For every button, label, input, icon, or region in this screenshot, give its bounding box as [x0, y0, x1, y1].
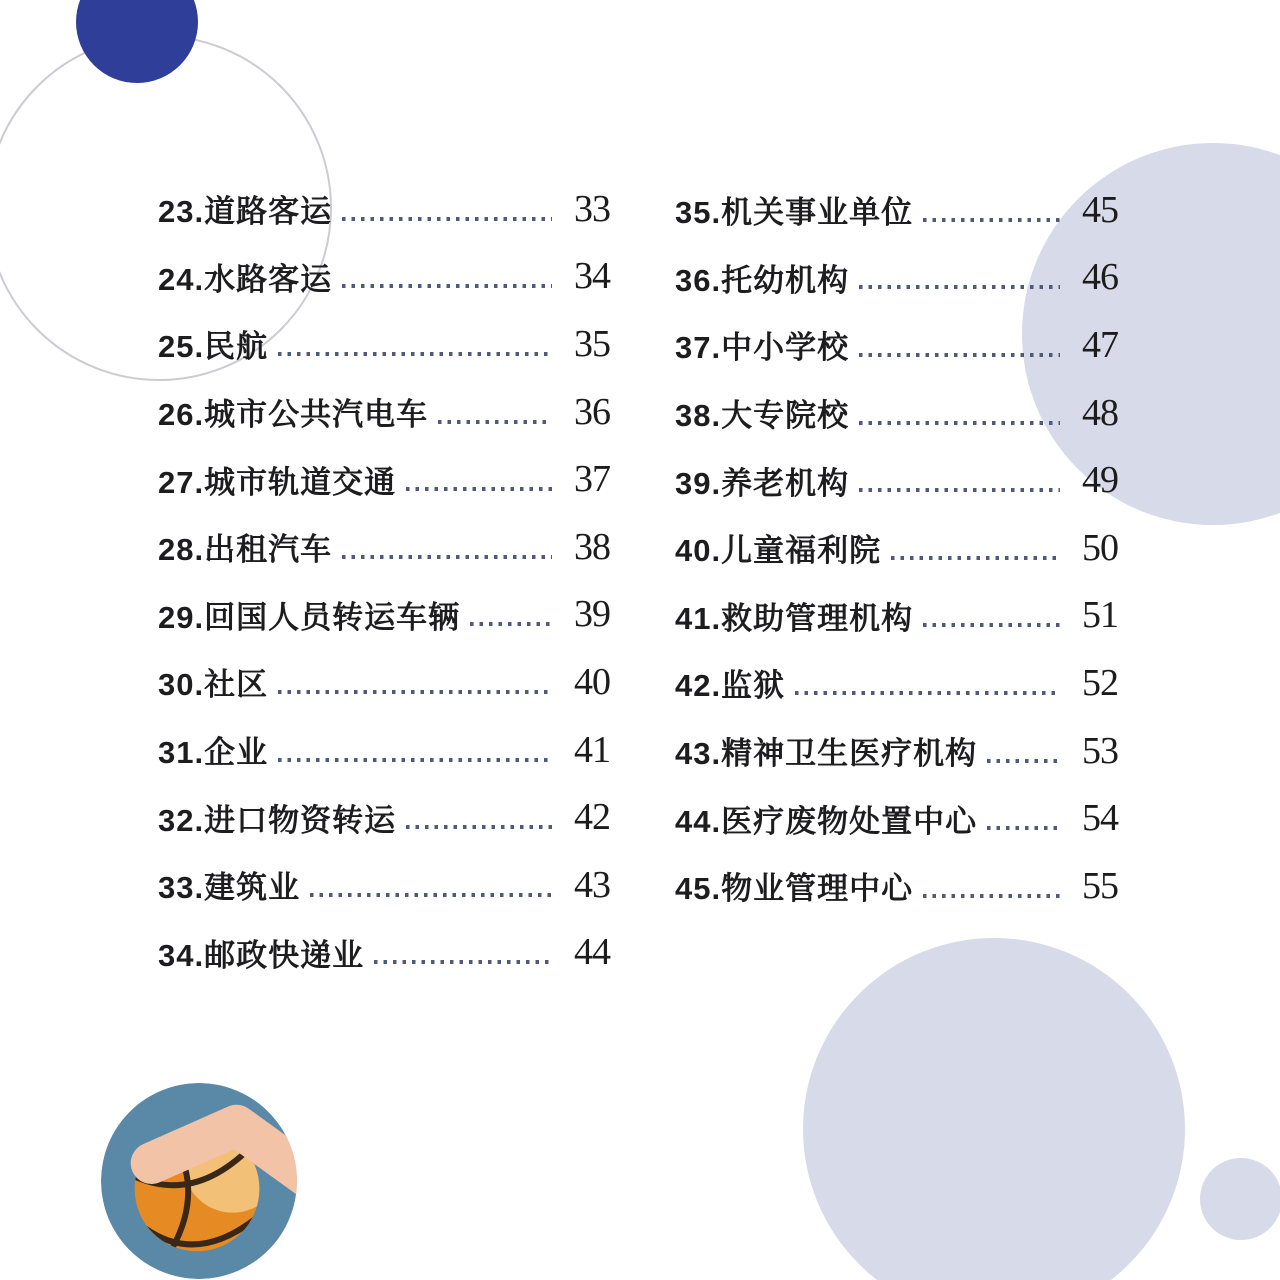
dotted-leader — [278, 758, 552, 762]
toc-entry — [158, 513, 610, 581]
toc-entry-label: 39.养老机构 — [675, 465, 850, 501]
toc-entry-page: 50 — [1082, 526, 1118, 569]
toc-entry-page: 51 — [1082, 594, 1118, 637]
dotted-leader — [923, 894, 1060, 898]
dotted-leader — [987, 759, 1060, 763]
toc-entry-page: 40 — [574, 660, 610, 703]
dotted-leader — [342, 284, 552, 288]
dotted-leader — [374, 960, 552, 964]
toc-entry-label: 40.儿童福利院 — [675, 533, 882, 569]
toc-entry-page: 52 — [1082, 661, 1118, 704]
toc-column-right — [675, 176, 1118, 920]
toc-entry — [158, 783, 610, 851]
toc-entry-page: 48 — [1082, 391, 1118, 434]
toc-entry — [158, 581, 610, 649]
toc-entry-label: 38.大专院校 — [675, 398, 850, 434]
dotted-leader — [859, 353, 1060, 357]
toc-entry-page: 42 — [574, 796, 610, 839]
toc-entry-page: 45 — [1082, 188, 1118, 231]
toc-entry-label: 30.社区 — [158, 667, 269, 703]
toc-entry — [158, 378, 610, 446]
toc-entry-label: 36.托幼机构 — [675, 262, 850, 298]
toc-entry-page: 34 — [574, 255, 610, 298]
toc-entry — [158, 445, 610, 513]
toc-entry-page: 49 — [1082, 459, 1118, 502]
dotted-leader — [891, 556, 1060, 560]
toc-entry-label: 31.企业 — [158, 735, 269, 771]
lavender-circle-bottom-icon — [803, 938, 1185, 1280]
toc-entry — [675, 379, 1118, 447]
toc-entry — [675, 784, 1118, 852]
toc-entry-page: 47 — [1082, 323, 1118, 366]
toc-entry-label: 24.水路客运 — [158, 261, 333, 297]
dotted-leader — [342, 555, 552, 559]
toc-entry — [158, 851, 610, 919]
dotted-leader — [923, 218, 1060, 222]
toc-entry — [675, 717, 1118, 785]
basketball-illustration-icon — [100, 1082, 298, 1280]
toc-entry-label: 41.救助管理机构 — [675, 600, 914, 636]
dotted-leader — [278, 352, 552, 356]
toc-entry-page: 39 — [574, 593, 610, 636]
dotted-leader — [438, 420, 552, 424]
toc-entry-page: 43 — [574, 863, 610, 906]
toc-entry-page: 55 — [1082, 864, 1118, 907]
toc-entry — [675, 446, 1118, 514]
toc-entry-page: 38 — [574, 525, 610, 568]
toc-entry-label: 23.道路客运 — [158, 194, 333, 230]
toc-entry-label: 28.出租汽车 — [158, 532, 333, 568]
toc-entry-label: 43.精神卫生医疗机构 — [675, 736, 978, 772]
dotted-leader — [987, 826, 1060, 830]
dotted-leader — [278, 690, 552, 694]
toc-entry — [675, 649, 1118, 717]
toc-entry-label: 44.医疗废物处置中心 — [675, 803, 978, 839]
dotted-leader — [310, 893, 552, 897]
dotted-leader — [406, 825, 552, 829]
toc-entry — [675, 852, 1118, 920]
dotted-leader — [923, 623, 1060, 627]
toc-entry — [675, 176, 1118, 244]
dotted-leader — [342, 217, 552, 221]
toc-entry — [158, 243, 610, 311]
toc-entry-page: 33 — [574, 187, 610, 230]
toc-entry-label: 33.建筑业 — [158, 870, 301, 906]
toc-entry-page: 35 — [574, 322, 610, 365]
toc-entry-page: 36 — [574, 390, 610, 433]
toc-entry-page: 41 — [574, 728, 610, 771]
toc-entry-label: 26.城市公共汽电车 — [158, 397, 429, 433]
toc-entry-label: 35.机关事业单位 — [675, 195, 914, 231]
dotted-leader — [406, 487, 552, 491]
toc-entry-label: 37.中小学校 — [675, 330, 850, 366]
toc-entry-label: 27.城市轨道交通 — [158, 464, 397, 500]
toc-entry — [675, 582, 1118, 650]
toc-entry — [158, 648, 610, 716]
toc-entry-label: 34.邮政快递业 — [158, 937, 365, 973]
toc-entry-page: 53 — [1082, 729, 1118, 772]
dotted-leader — [859, 488, 1060, 492]
toc-entry-label: 42.监狱 — [675, 668, 786, 704]
toc-entry — [675, 311, 1118, 379]
toc-entry-label: 32.进口物资转运 — [158, 802, 397, 838]
dotted-leader — [859, 285, 1060, 289]
toc-entry-label: 25.民航 — [158, 329, 269, 365]
toc-entry — [675, 244, 1118, 312]
toc-entry — [675, 514, 1118, 582]
toc-entry — [158, 310, 610, 378]
toc-entry-page: 44 — [574, 931, 610, 974]
lavender-circle-small-icon — [1200, 1158, 1280, 1240]
toc-entry-label: 29.回国人员转运车辆 — [158, 599, 461, 635]
toc-column-left — [158, 175, 610, 986]
toc-entry-label: 45.物业管理中心 — [675, 871, 914, 907]
toc-entry — [158, 919, 610, 987]
toc-entry-page: 37 — [574, 458, 610, 501]
dotted-leader — [795, 691, 1060, 695]
toc-entry — [158, 175, 610, 243]
dotted-leader — [859, 421, 1060, 425]
toc-entry-page: 54 — [1082, 797, 1118, 840]
toc-entry-page: 46 — [1082, 256, 1118, 299]
dotted-leader — [470, 622, 552, 626]
toc-entry — [158, 716, 610, 784]
